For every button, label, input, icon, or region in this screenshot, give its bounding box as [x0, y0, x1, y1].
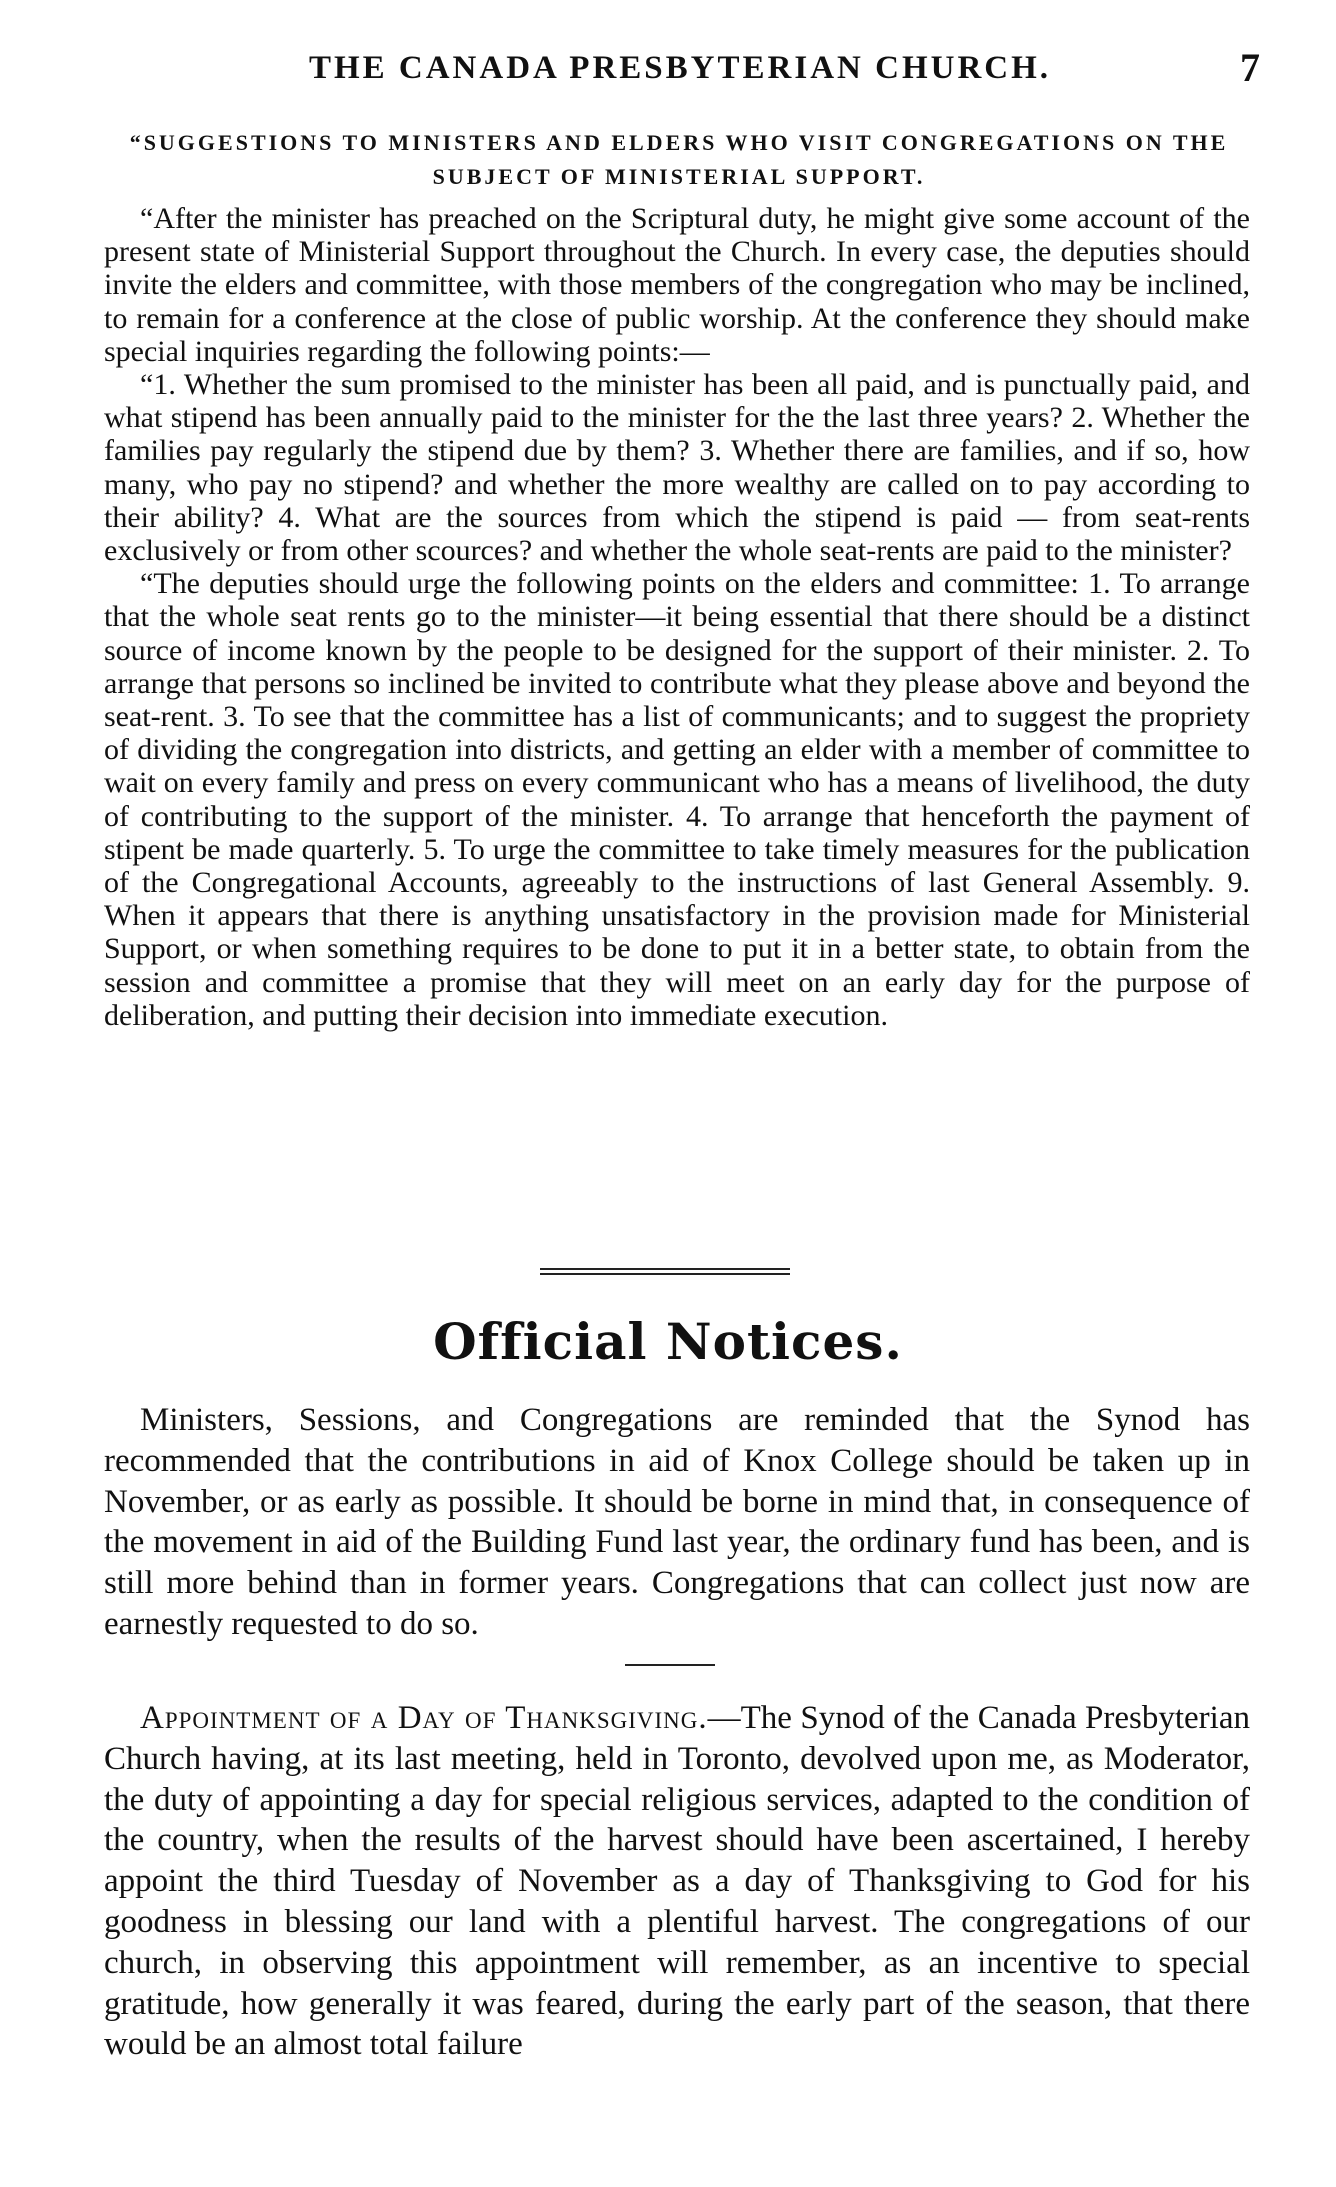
suggestions-paragraph: “After the minister has preached on the Scriptural duty, he might give some account of the present state of Ministerial Support throughout the Church. In every case, the deputies should invite the elders and committee, with those members of the congregation who may be inclined, to remain for a conference at the close of public worship. At the conference they should make special inquiries regarding the following points:— — [104, 202, 1250, 368]
knox-college-notice: Ministers, Sessions, and Congregations are reminded that the Synod has recommended that the contributions in aid of Knox College should be taken up in November, or as early as possible. It should be borne in mind that, in consequence of the movement in aid of the Building Fund last year, the ordinary fund has been, and is still more behind than in former years. Congregations that can collect just now are earnestly requested to do so. — [104, 1402, 1250, 1642]
suggestions-paragraph: “The deputies should urge the following points on the elders and committee: 1. To arrange that the whole seat rents go to the minister—it being essential that there should be a distinct source of income known by the people to be designed for the support of their minister. 2. To arrange that persons so inclined be invited to contribute what they please above and beyond the seat-rent. 3. To see that the committee has a list of communicants; and to suggest the propriety of dividing the congregation into districts, and getting an elder with a member of committee to wait on every family and press on every communicant who has a means of livelihood, the duty of contributing to the support of the minister. 4. To arrange that henceforth the payment of stipent be made quarterly. 5. To urge the committee to take timely measures for the publication of the Congregational Accounts, agreeably to the instructions of last General Assembly. 9. When it appears that there is anything unsatisfactory in the provision made for Ministerial Support, or when something requires to be done to put it in a better state, to obtain from the session and committee a promise that they will meet on an early day for the purpose of deliberation, and putting their decision into immediate execution. — [104, 567, 1250, 1032]
page-number: 7 — [1240, 45, 1260, 90]
notice-divider — [625, 1664, 715, 1666]
thanksgiving-paragraph — [104, 1698, 1250, 2065]
section-divider — [540, 1268, 790, 1275]
notice-body — [104, 1400, 1250, 1645]
thanksgiving-title: Appointment of a Day of Thanksgiving. — [140, 1700, 708, 1736]
running-title: THE CANADA PRESBYTERIAN CHURCH. — [308, 50, 1052, 86]
thanksgiving-body — [104, 1698, 1250, 2065]
thanksgiving-text: —The Synod of the Canada Presbyterian Church having, at its last meeting, held in Toronto, devolved upon me, as Moderator, the duty of appointing a day for special religious services, adapted to the condition of the country, when the results of the harvest should have been ascertained, I hereby appoint the third Tuesday of November as a day of Thanksgiving to God for his goodness in blessing our land with a plentiful harvest. The congregations of our church, in observing this appointment will remember, as an incentive to special gratitude, how generally it was feared, during the early part of the season, that there would be an almost total failure — [104, 1700, 1250, 2063]
suggestions-body — [104, 202, 1250, 1032]
official-notices-heading: Official Notices. — [433, 1312, 903, 1371]
suggestions-title: “SUGGESTIONS TO MINISTERS AND ELDERS WHO VISIT CONGREGATIONS ON THE SUBJECT OF MINISTERIAL SUPPORT. — [129, 130, 1229, 189]
suggestions-paragraph: “1. Whether the sum promised to the minister has been all paid, and is punctually paid, and what stipend has been annually paid to the minister for the the last three years? 2. Whether the families pay regularly the stipend due by them? 3. Whether there are families, and if so, how many, who pay no stipend? and whether the more wealthy are called on to pay according to their ability? 4. What are the sources from which the stipend is paid — from seat-rents exclusively or from other scources? and whether the whole seat-rents are paid to the minister? — [104, 368, 1250, 568]
running-head — [100, 44, 1260, 94]
